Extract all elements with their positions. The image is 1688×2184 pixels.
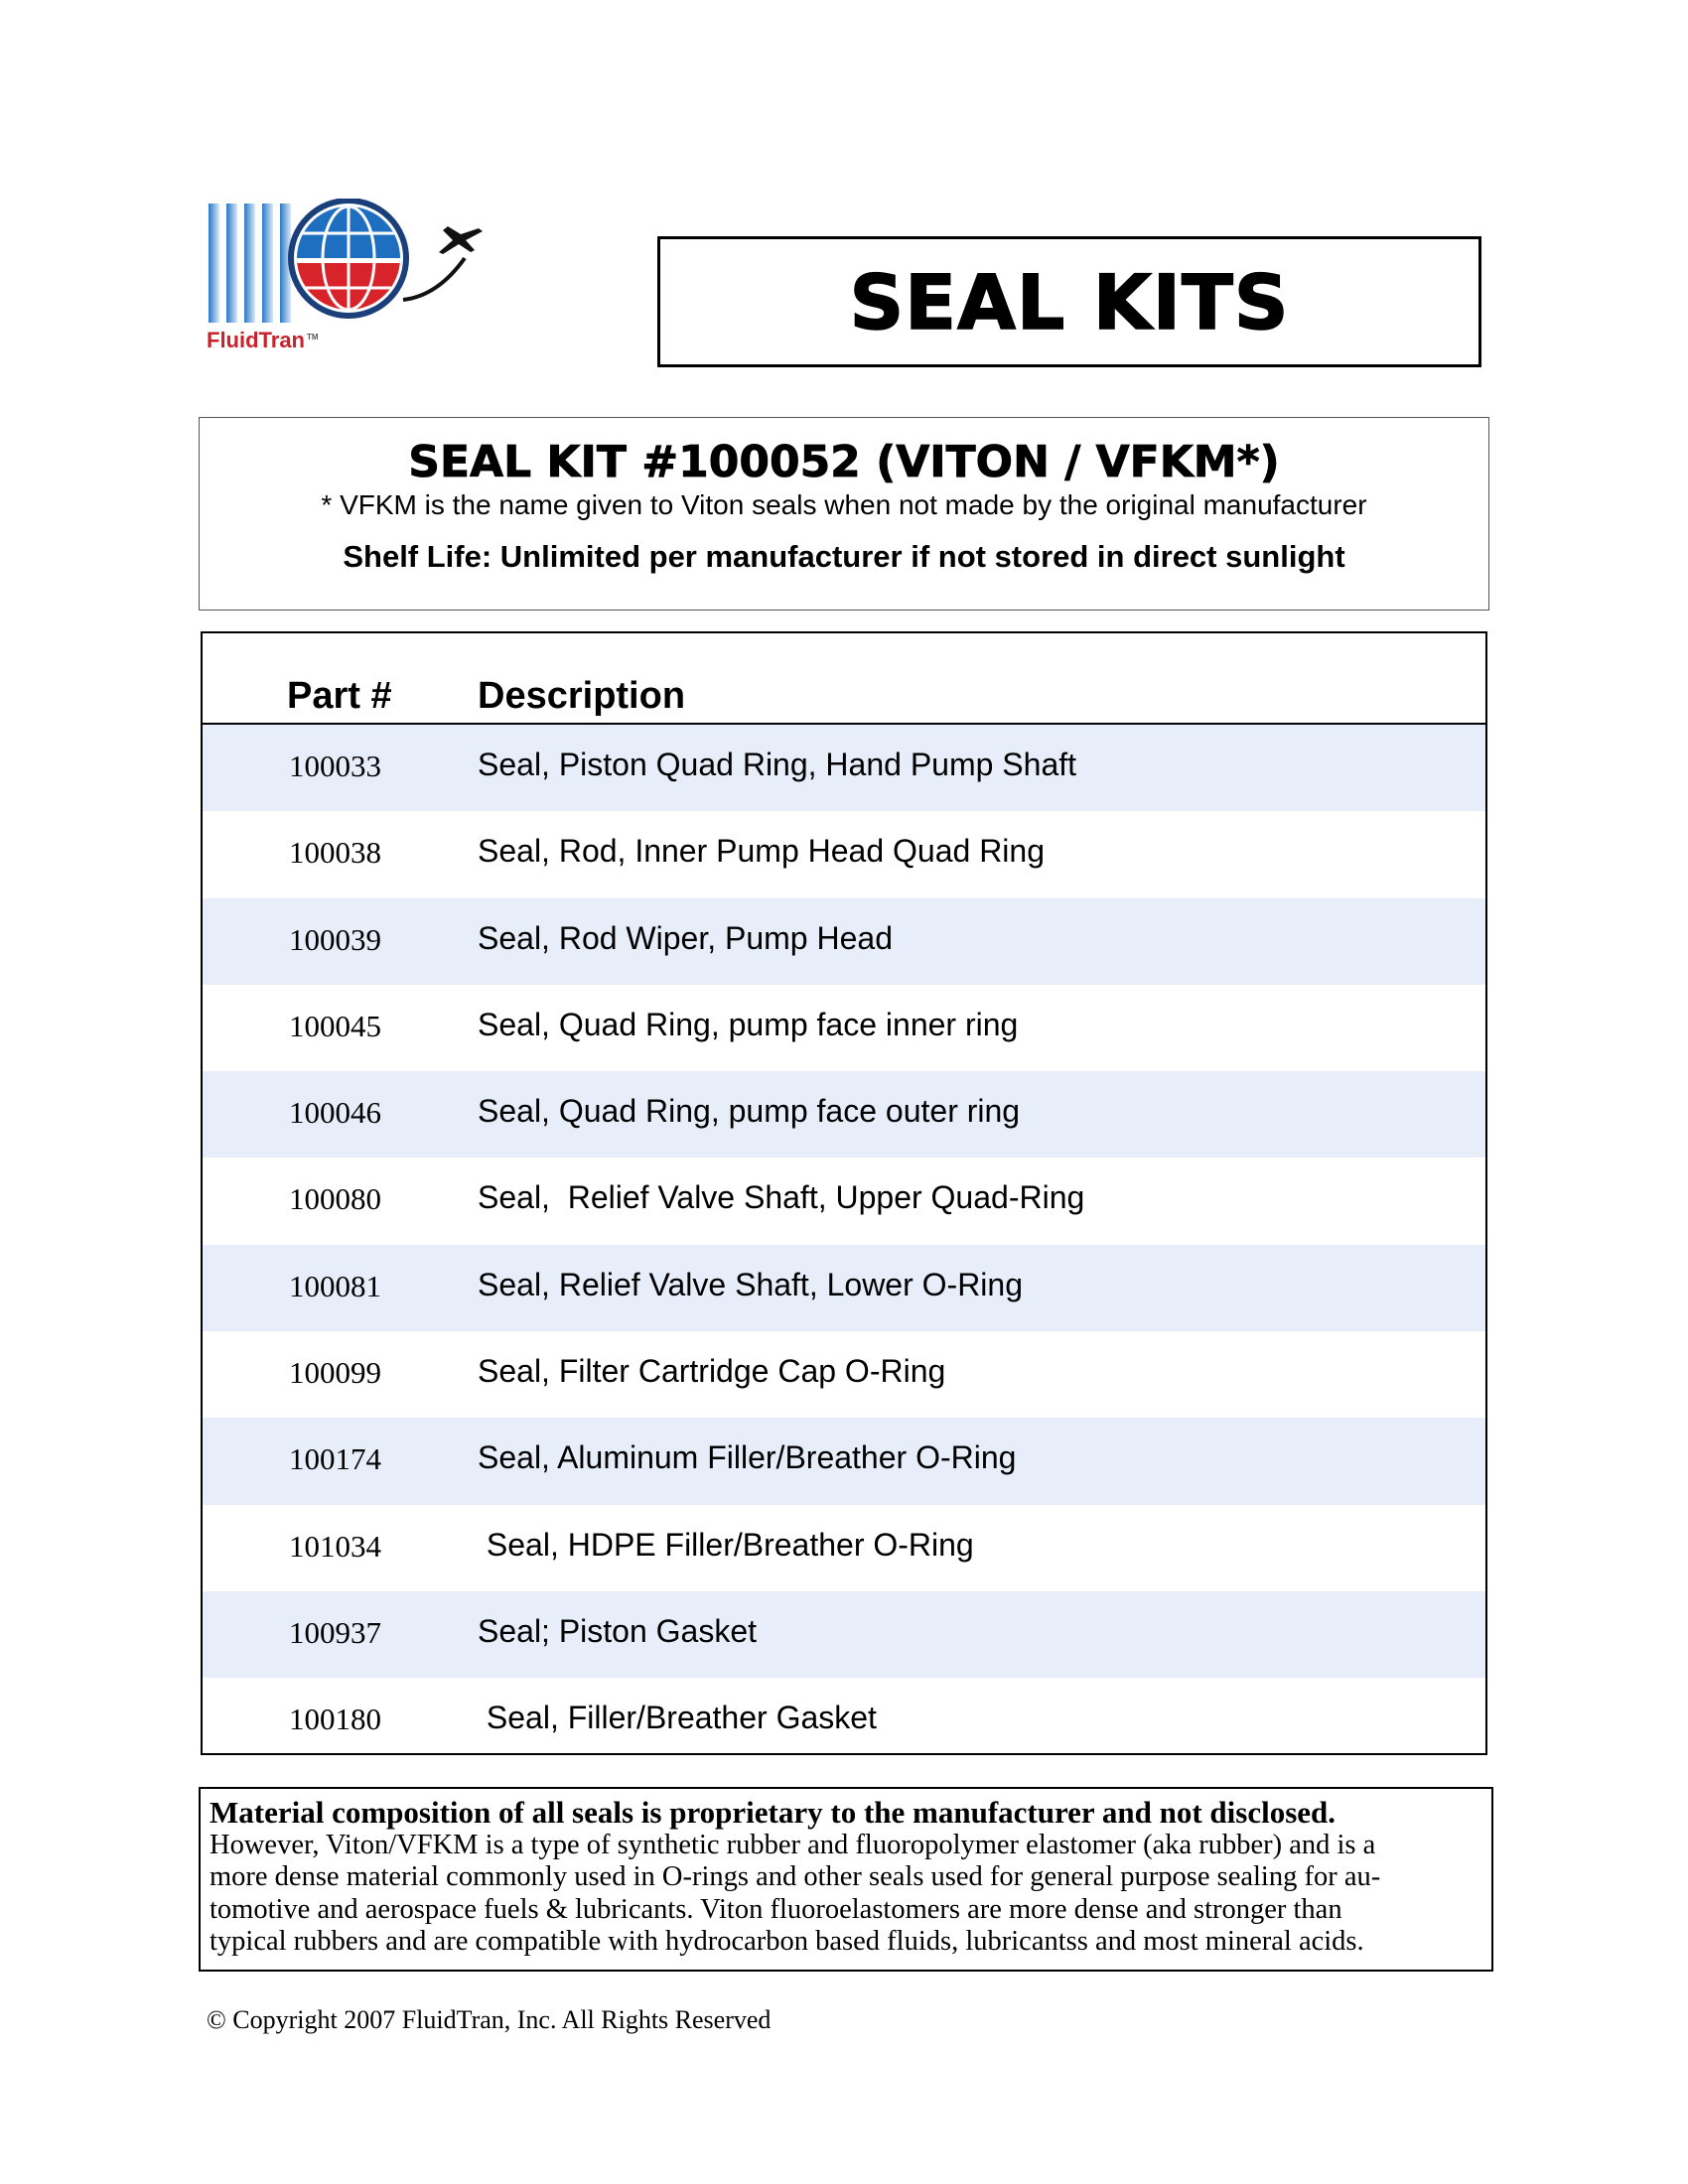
part-number: 100081 xyxy=(289,1268,381,1303)
part-number: 100099 xyxy=(289,1355,381,1391)
logo-brand-text: FluidTran ™ xyxy=(207,328,319,352)
material-note-line: However, Viton/VFKM is a type of synthetic rubber and fluoropolymer elastomer (aka rubber) and is a xyxy=(210,1829,1376,1860)
part-number: 100039 xyxy=(289,921,381,957)
part-description: Seal, Rod Wiper, Pump Head xyxy=(478,919,893,956)
part-number: 100080 xyxy=(289,1181,381,1217)
table-row xyxy=(203,811,1485,897)
part-description: Seal, Rod, Inner Pump Head Quad Ring xyxy=(478,833,1045,870)
material-note-box xyxy=(199,1787,1493,1972)
table-row xyxy=(203,985,1485,1071)
part-description: Seal; Piston Gasket xyxy=(478,1612,758,1649)
material-note-line: more dense material commonly used in O-rings and other seals used for general purpose sealing for au- xyxy=(210,1861,1381,1892)
part-number: 100937 xyxy=(289,1614,381,1650)
part-number: 100174 xyxy=(289,1441,381,1477)
header-part: Part # xyxy=(287,675,392,717)
table-row xyxy=(203,898,1485,985)
material-note-line: tomotive and aerospace fuels & lubricants. Viton fluoroelastomers are more dense and stronger than xyxy=(210,1893,1342,1925)
part-description: Seal, Filler/Breather Gasket xyxy=(478,1700,877,1736)
table-row xyxy=(203,1071,1485,1158)
part-description: Seal, Aluminum Filler/Breather O-Ring xyxy=(478,1439,1017,1476)
parts-table xyxy=(201,631,1487,1755)
table-row xyxy=(203,1331,1485,1418)
table-row xyxy=(203,1418,1485,1504)
table-row xyxy=(203,1245,1485,1331)
part-description: Seal, Relief Valve Shaft, Lower O-Ring xyxy=(478,1266,1023,1302)
table-row xyxy=(203,725,1485,811)
part-description: Seal, Quad Ring, pump face outer ring xyxy=(478,1093,1021,1130)
shelf-life: Shelf Life: Unlimited per manufacturer if not stored in direct sunlight xyxy=(343,539,1345,575)
part-description: Seal, Relief Valve Shaft, Upper Quad-Ring xyxy=(478,1179,1085,1216)
part-number: 101034 xyxy=(289,1528,381,1564)
part-number: 100033 xyxy=(289,749,381,783)
part-number: 100045 xyxy=(289,1008,381,1043)
table-row xyxy=(203,1158,1485,1244)
part-description: Seal, Piston Quad Ring, Hand Pump Shaft xyxy=(478,747,1077,782)
table-row xyxy=(203,1591,1485,1678)
kit-footnote: * VFKM is the name given to Viton seals when not made by the original manufacturer xyxy=(321,489,1367,521)
header-description: Description xyxy=(478,675,686,717)
table-header xyxy=(203,633,1485,725)
table-row xyxy=(203,1678,1485,1764)
page-title: SEAL KITS xyxy=(849,257,1290,346)
material-note-heading: Material composition of all seals is proprietary to the manufacturer and not disclosed. xyxy=(210,1795,1336,1830)
kit-title: SEAL KIT #100052 (VITON / VFKM*) xyxy=(408,437,1280,487)
table-row xyxy=(203,1505,1485,1591)
page-title-box xyxy=(657,236,1481,367)
copyright-text: © Copyright 2007 FluidTran, Inc. All Rights Reserved xyxy=(207,2005,772,2034)
kit-info-box xyxy=(199,417,1489,611)
part-description: Seal, HDPE Filler/Breather O-Ring xyxy=(478,1526,974,1563)
part-description: Seal, Filter Cartridge Cap O-Ring xyxy=(478,1353,946,1390)
part-description: Seal, Quad Ring, pump face inner ring xyxy=(478,1006,1019,1042)
part-number: 100038 xyxy=(289,835,381,871)
material-note-line: typical rubbers and are compatible with hydrocarbon based fluids, lubricantss and most mineral acids. xyxy=(210,1926,1364,1957)
part-number: 100180 xyxy=(289,1702,381,1737)
part-number: 100046 xyxy=(289,1095,381,1131)
